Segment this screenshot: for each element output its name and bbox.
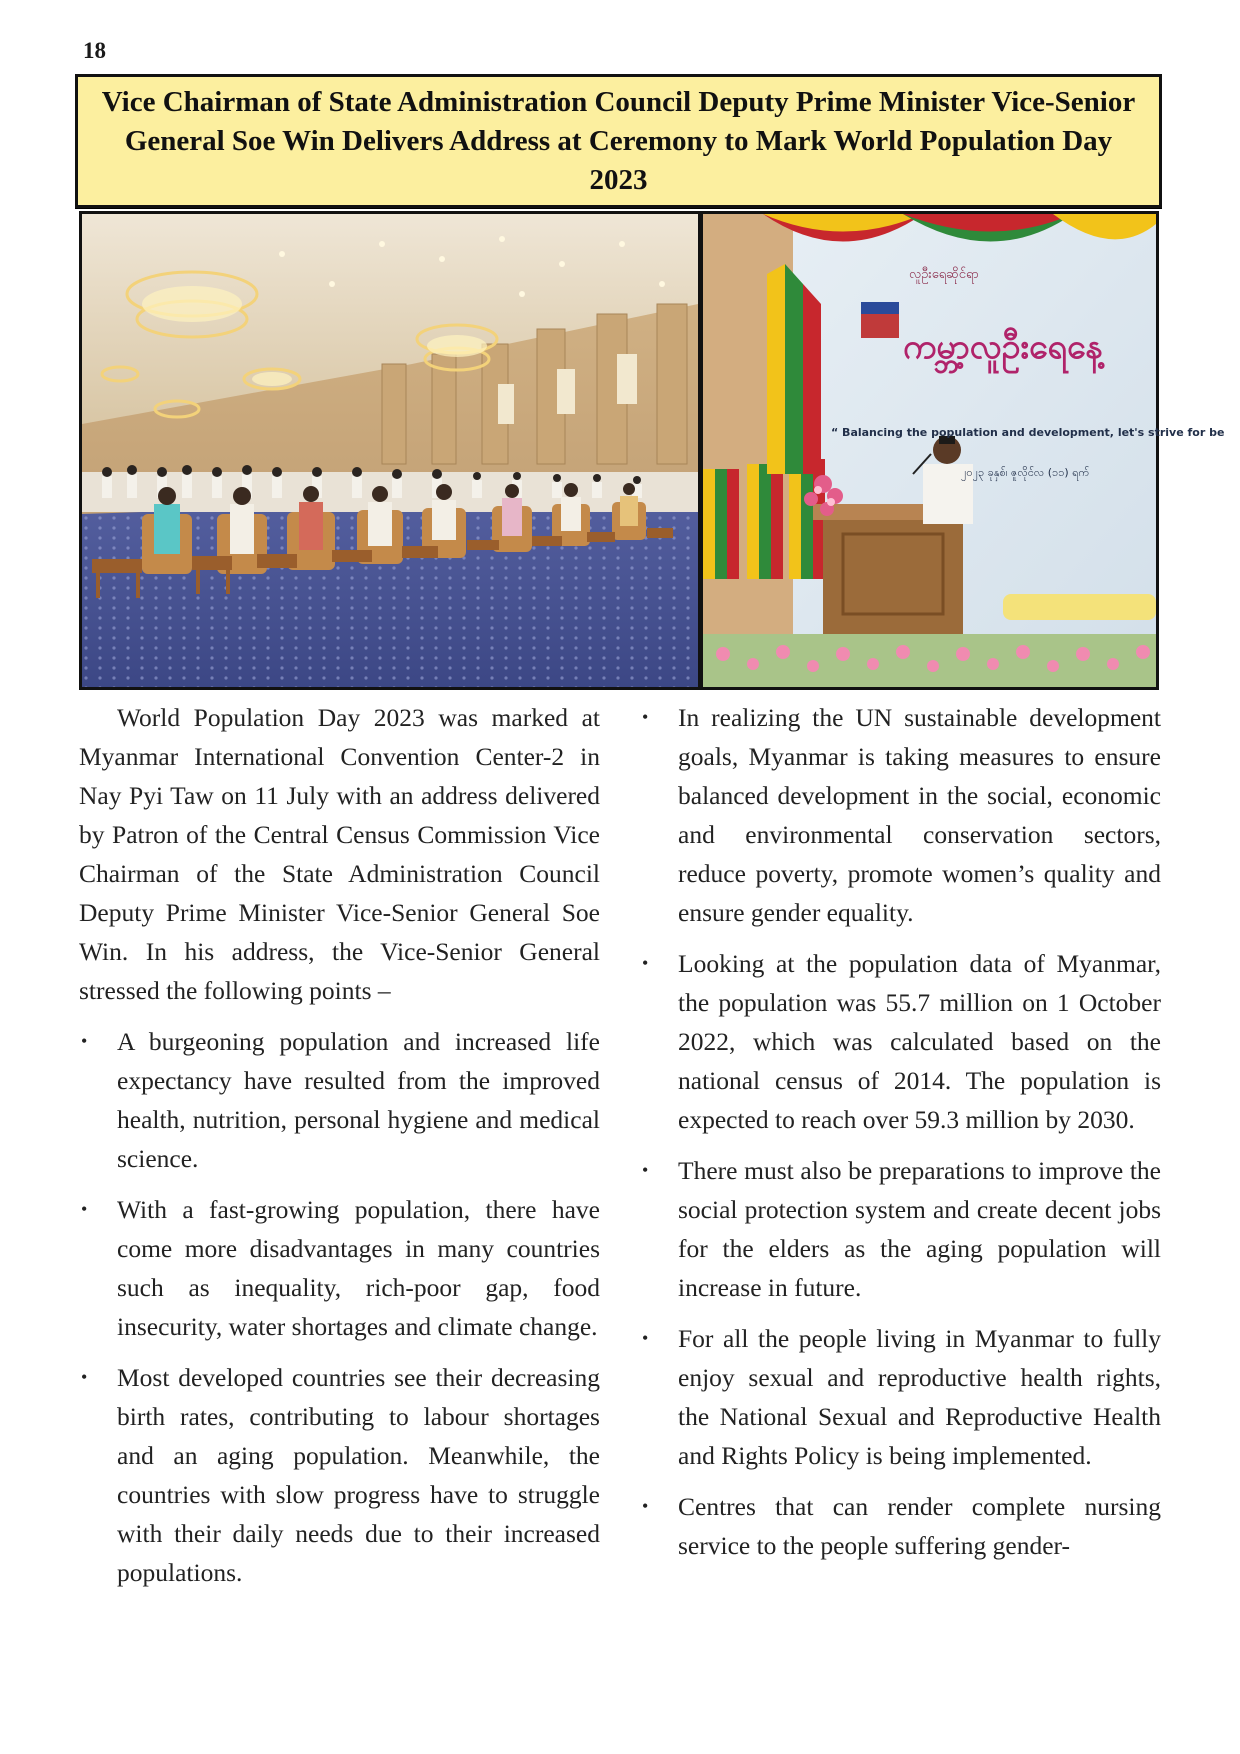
audience-photo — [82, 214, 698, 687]
bullet-icon: • — [642, 1496, 649, 1516]
banner-text-tagline: “ Balancing the population and development, let's strive for be — [831, 426, 1225, 439]
bullet-text: There must also be preparations to improve the social protection system and create decent jobs for the elders as the aging population will increase in future. — [678, 1156, 1161, 1302]
bullet-list-right — [640, 698, 1161, 1565]
photo-frame — [79, 211, 1225, 690]
list-item — [640, 1151, 1161, 1307]
bullet-text: For all the people living in Myanmar to fully enjoy sexual and reproductive health rights, the National Sexual and Reproductive Health and Rights Policy is being implemented. — [678, 1324, 1161, 1470]
bullet-text: In realizing the UN sustainable development goals, Myanmar is taking measures to ensure balanced development in the social, economic and environmental conservation sectors, reduce poverty, promote women’s quality and ensure gender equality. — [678, 703, 1161, 927]
page-number: 18 — [83, 38, 106, 63]
list-item — [79, 1358, 600, 1592]
bullet-text: A burgeoning population and increased life expectancy have resulted from the improved health, nutrition, personal hygiene and medical science. — [117, 1027, 600, 1173]
list-item — [640, 1487, 1161, 1565]
list-item — [79, 1022, 600, 1178]
headline-box — [75, 74, 1162, 208]
list-item — [640, 1319, 1161, 1475]
speaker-photo — [703, 214, 1225, 687]
bullet-text: Looking at the population data of Myanmar, the population was 55.7 million on 1 October 2022, which was calculated based on the national census of 2014. The population is expected to reach over 59.3 million by 2030. — [678, 949, 1161, 1134]
banner-text-top: လူဦးရေဆိုင်ရာ — [909, 267, 979, 282]
bullet-icon: • — [81, 1367, 88, 1387]
bullet-icon: • — [81, 1199, 88, 1219]
bullet-icon: • — [642, 1160, 649, 1180]
bullet-text: Most developed countries see their decreasing birth rates, contributing to labour shortages and an aging population. Meanwhile, the countries with slow progress have to struggle with their daily needs due to their increased populations. — [117, 1363, 600, 1587]
bullet-icon: • — [642, 953, 649, 973]
article-column-left — [79, 698, 600, 1592]
list-item — [640, 698, 1161, 932]
bullet-text: With a fast-growing population, there have come more disadvantages in many countries such as inequality, rich-poor gap, food insecurity, water shortages and climate change. — [117, 1195, 600, 1341]
bullet-icon: • — [81, 1031, 88, 1051]
bullet-icon: • — [642, 707, 649, 727]
list-item — [640, 944, 1161, 1139]
bullet-text: Centres that can render complete nursing service to the people suffering gender- — [678, 1492, 1161, 1560]
article-column-right — [640, 698, 1161, 1565]
bullet-list-left — [79, 1022, 600, 1592]
banner-text-main: ကမ္ဘာ့လူဦးရေနေ့ — [903, 327, 1104, 367]
article-intro: World Population Day 2023 was marked at Myanmar International Convention Center-2 in Nay Pyi Taw on 11 July with an address delivered by Patron of the Central Census Commission Vice Chairman of the State Administration Council Deputy Prime Minister Vice-Senior General Soe Win. In his address, the Vice-Senior General stressed the following points – — [79, 703, 600, 1005]
banner-text-date: ၂၀၂၃ ခုနှစ်၊ ဇူလိုင်လ (၁၁) ရက် — [961, 466, 1090, 479]
headline: Vice Chairman of State Administration Council Deputy Prime Minister Vice-Senior General Soe Win Delivers Address at Ceremony to Mark World Population Day 2023 — [101, 85, 1136, 196]
bullet-icon: • — [642, 1328, 649, 1348]
list-item — [79, 1190, 600, 1346]
